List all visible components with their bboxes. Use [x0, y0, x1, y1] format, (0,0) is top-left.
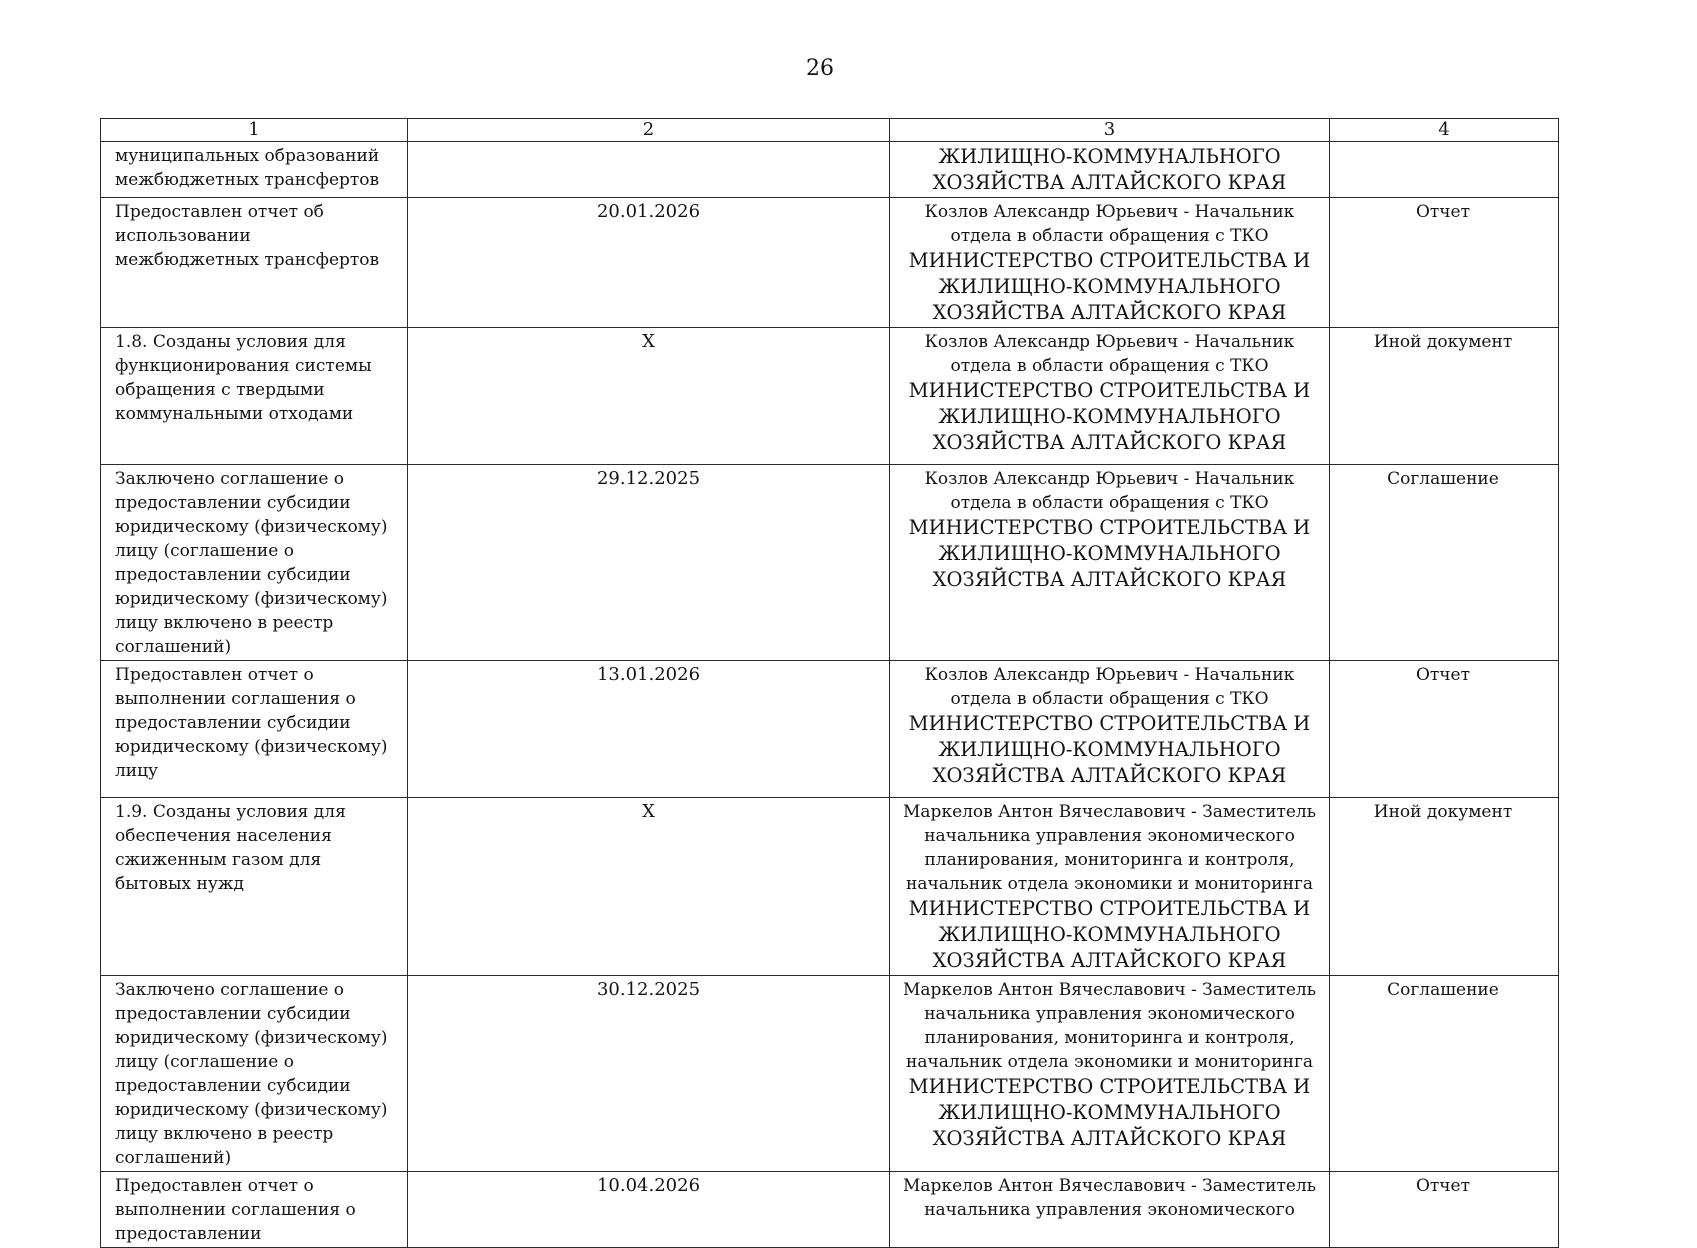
document-cell: Соглашение [1330, 465, 1559, 661]
event-cell: Заключено соглашение о предоставлении субсидии юридическому (физическому) лицу (соглашение о предоставлении субсидии юридическому (физическому) лицу включено в реестр соглашений) [101, 465, 408, 661]
header-col-3: 3 [890, 119, 1330, 142]
date-cell: 29.12.2025 [408, 465, 890, 661]
responsible-org: МИНИСТЕРСТВО СТРОИТЕЛЬСТВА И ЖИЛИЩНО-КОММУНАЛЬНОГО ХОЗЯЙСТВА АЛТАЙСКОГО КРАЯ [908, 897, 1311, 972]
responsible-cell [890, 661, 1330, 798]
plan-table [100, 118, 1559, 1248]
responsible-cell [890, 976, 1330, 1172]
event-cell: Предоставлен отчет об использовании межбюджетных трансфертов [101, 198, 408, 328]
responsible-cell [890, 328, 1330, 465]
document-cell: Соглашение [1330, 976, 1559, 1172]
event-cell: Предоставлен отчет о выполнении соглашения о предоставлении субсидии юридическому (физическому) лицу [101, 661, 408, 798]
table-row [101, 798, 1559, 976]
header-col-1: 1 [101, 119, 408, 142]
responsible-org: ЖИЛИЩНО-КОММУНАЛЬНОГО ХОЗЯЙСТВА АЛТАЙСКОГО КРАЯ [932, 145, 1287, 194]
date-cell: X [408, 328, 890, 465]
document-cell: Иной документ [1330, 328, 1559, 465]
document-cell: Иной документ [1330, 798, 1559, 976]
responsible-cell [890, 798, 1330, 976]
responsible-org: МИНИСТЕРСТВО СТРОИТЕЛЬСТВА И ЖИЛИЩНО-КОММУНАЛЬНОГО ХОЗЯЙСТВА АЛТАЙСКОГО КРАЯ [908, 516, 1311, 591]
event-cell: 1.9. Созданы условия для обеспечения населения сжиженным газом для бытовых нужд [101, 798, 408, 976]
responsible-cell [890, 1172, 1330, 1248]
document-cell: Отчет [1330, 198, 1559, 328]
table-row [101, 465, 1559, 661]
responsible-person: Маркелов Антон Вячеславович - Заместитель начальника управления экономического планирования, мониторинга и контроля, начальник отдела экономики и мониторинга [903, 980, 1316, 1072]
header-row [101, 119, 1559, 142]
document-cell: Отчет [1330, 1172, 1559, 1248]
responsible-org: МИНИСТЕРСТВО СТРОИТЕЛЬСТВА И ЖИЛИЩНО-КОММУНАЛЬНОГО ХОЗЯЙСТВА АЛТАЙСКОГО КРАЯ [908, 1075, 1311, 1150]
responsible-cell [890, 142, 1330, 198]
date-cell: 30.12.2025 [408, 976, 890, 1172]
responsible-cell [890, 198, 1330, 328]
table-row [101, 198, 1559, 328]
responsible-person: Маркелов Антон Вячеславович - Заместитель начальника управления экономического планирования, мониторинга и контроля, начальник отдела экономики и мониторинга [903, 802, 1316, 894]
responsible-org: МИНИСТЕРСТВО СТРОИТЕЛЬСТВА И ЖИЛИЩНО-КОММУНАЛЬНОГО ХОЗЯЙСТВА АЛТАЙСКОГО КРАЯ [908, 712, 1311, 787]
responsible-person: Козлов Александр Юрьевич - Начальник отдела в области обращения с ТКО [924, 469, 1295, 513]
responsible-person: Козлов Александр Юрьевич - Начальник отдела в области обращения с ТКО [924, 665, 1295, 709]
responsible-person: Маркелов Антон Вячеславович - Заместитель начальника управления экономического [903, 1176, 1316, 1220]
responsible-org: МИНИСТЕРСТВО СТРОИТЕЛЬСТВА И ЖИЛИЩНО-КОММУНАЛЬНОГО ХОЗЯЙСТВА АЛТАЙСКОГО КРАЯ [908, 249, 1311, 324]
event-cell: Заключено соглашение о предоставлении субсидии юридическому (физическому) лицу (соглашение о предоставлении субсидии юридическому (физическому) лицу включено в реестр соглашений) [101, 976, 408, 1172]
responsible-cell [890, 465, 1330, 661]
page-number: 26 [806, 56, 834, 81]
document-cell [1330, 142, 1559, 198]
event-cell: Предоставлен отчет о выполнении соглашения о предоставлении [101, 1172, 408, 1248]
responsible-person: Козлов Александр Юрьевич - Начальник отдела в области обращения с ТКО [924, 332, 1295, 376]
date-cell: X [408, 798, 890, 976]
event-cell: муниципальных образований межбюджетных трансфертов [101, 142, 408, 198]
date-cell: 20.01.2026 [408, 198, 890, 328]
date-cell: 13.01.2026 [408, 661, 890, 798]
table-row [101, 661, 1559, 798]
table-row [101, 1172, 1559, 1248]
table-row [101, 142, 1559, 198]
table-row [101, 328, 1559, 465]
table-row [101, 976, 1559, 1172]
document-cell: Отчет [1330, 661, 1559, 798]
date-cell: 10.04.2026 [408, 1172, 890, 1248]
responsible-person: Козлов Александр Юрьевич - Начальник отдела в области обращения с ТКО [924, 202, 1295, 246]
responsible-org: МИНИСТЕРСТВО СТРОИТЕЛЬСТВА И ЖИЛИЩНО-КОММУНАЛЬНОГО ХОЗЯЙСТВА АЛТАЙСКОГО КРАЯ [908, 379, 1311, 454]
date-cell [408, 142, 890, 198]
header-col-2: 2 [408, 119, 890, 142]
event-cell: 1.8. Созданы условия для функционирования системы обращения с твердыми коммунальными отходами [101, 328, 408, 465]
header-col-4: 4 [1330, 119, 1559, 142]
